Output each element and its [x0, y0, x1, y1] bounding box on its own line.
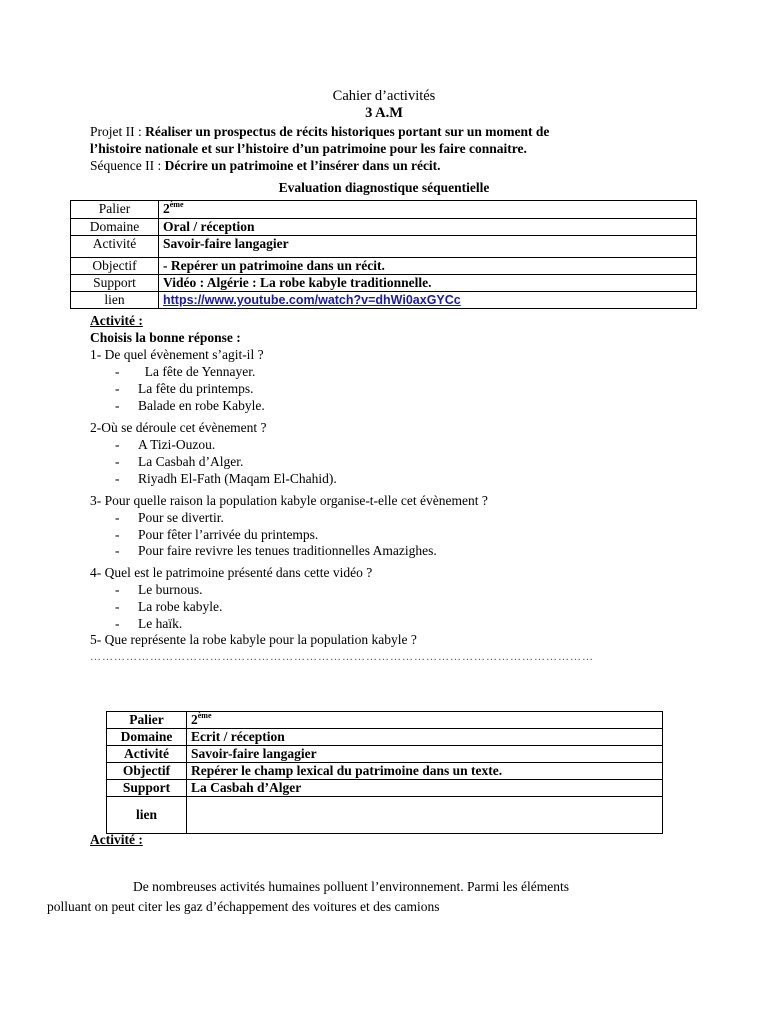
table-value: Oral / réception — [159, 219, 697, 236]
activity-instruction: Choisis la bonne réponse : — [90, 330, 241, 345]
table-key: Support — [107, 780, 187, 797]
option-text: La fête de Yennayer. — [144, 364, 256, 379]
table-key: Support — [71, 275, 159, 292]
activity-2-paragraph — [47, 877, 650, 917]
table-row — [71, 258, 697, 275]
table-key: lien — [71, 292, 159, 309]
option-text: Balade en robe Kabyle. — [138, 398, 265, 413]
list-item: - La fête du printemps. — [115, 381, 254, 396]
table-value: - Repérer un patrimoine dans un récit. — [159, 258, 697, 275]
sequence-label: Séquence II : — [90, 158, 162, 173]
table-value: Savoir-faire langagier — [187, 746, 663, 763]
table-value — [159, 292, 697, 309]
option-text: Le haïk. — [138, 616, 183, 631]
list-item: - Riyadh El-Fath (Maqam El-Chahid). — [115, 471, 337, 486]
option-text: A Tizi-Ouzou. — [138, 437, 216, 452]
table-value — [159, 201, 697, 219]
table-row — [107, 729, 663, 746]
question-2: 2-Où se déroule cet évènement ? — [90, 420, 267, 435]
table-key: Domaine — [107, 729, 187, 746]
table-value: Vidéo : Algérie : La robe kabyle traditionnelle. — [159, 275, 697, 292]
info-table-oral — [70, 200, 697, 309]
list-item: - Pour fêter l’arrivée du printemps. — [115, 527, 319, 542]
evaluation-title: Evaluation diagnostique séquentielle — [278, 180, 490, 195]
document-title: Cahier d’activités — [332, 88, 436, 104]
table-row — [71, 275, 697, 292]
table-row — [71, 236, 697, 258]
option-text: La robe kabyle. — [138, 599, 223, 614]
table-key: Activité — [71, 236, 159, 258]
paragraph-line-2: polluant on peut citer les gaz d’échappement des voitures et des camions — [47, 899, 440, 914]
table-key: Activité — [107, 746, 187, 763]
table-value: Repérer le champ lexical du patrimoine dans un texte. — [187, 763, 663, 780]
list-item: - Le haïk. — [115, 616, 183, 631]
option-text: Pour se divertir. — [138, 510, 224, 525]
table-key: Objectif — [107, 763, 187, 780]
table-key: Domaine — [71, 219, 159, 236]
table-value — [187, 712, 663, 729]
list-item: - La Casbah d’Alger. — [115, 454, 244, 469]
table-value: La Casbah d’Alger — [187, 780, 663, 797]
list-item: - La robe kabyle. — [115, 599, 223, 614]
list-item: - La fête de Yennayer. — [115, 364, 256, 379]
question-4: 4- Quel est le patrimoine présenté dans cette vidéo ? — [90, 565, 373, 580]
table-key: Palier — [71, 201, 159, 219]
sequence-line — [90, 158, 441, 174]
table-row — [107, 746, 663, 763]
list-item: - A Tizi-Ouzou. — [115, 437, 216, 452]
table-row — [107, 763, 663, 780]
palier-number: 2 — [191, 712, 198, 727]
option-text: Le burnous. — [138, 582, 203, 597]
list-item: - Balade en robe Kabyle. — [115, 398, 265, 413]
table-key: Objectif — [71, 258, 159, 275]
table-row — [107, 712, 663, 729]
table-row — [71, 201, 697, 219]
table-value — [187, 797, 663, 834]
list-item: - Pour se divertir. — [115, 510, 224, 525]
projet-text-2: l’histoire nationale et sur l’histoire d’un patrimoine pour les faire connaitre. — [90, 141, 527, 156]
info-table-ecrit — [106, 711, 663, 834]
table-key: Palier — [107, 712, 187, 729]
answer-dotted-line: ……………………………………………………………………………………………………………… — [90, 653, 594, 661]
table-value: Savoir-faire langagier — [159, 236, 697, 258]
option-text: Pour fêter l’arrivée du printemps. — [138, 527, 319, 542]
table-row — [71, 292, 697, 309]
activity-label: Activité : — [90, 313, 143, 328]
paragraph-line-1: De nombreuses activités humaines polluent l’environnement. Parmi les éléments — [133, 879, 570, 894]
list-item: - Pour faire revivre les tenues traditionnelles Amazighes. — [115, 543, 437, 558]
projet-line-1 — [90, 124, 549, 140]
activity-2-label: Activité : — [90, 832, 143, 847]
table-row — [107, 780, 663, 797]
palier-sup: ème — [197, 711, 212, 720]
table-value: Ecrit / réception — [187, 729, 663, 746]
option-text: La Casbah d’Alger. — [138, 454, 244, 469]
palier-sup: ème — [169, 200, 184, 209]
youtube-link[interactable]: https://www.youtube.com/watch?v=dhWi0axGYCc — [163, 293, 461, 307]
projet-label: Projet II : — [90, 124, 142, 139]
question-1: 1- De quel évènement s’agit-il ? — [90, 347, 264, 362]
table-row — [71, 219, 697, 236]
palier-number: 2 — [163, 201, 170, 216]
question-5: 5- Que représente la robe kabyle pour la population kabyle ? — [90, 632, 417, 647]
option-text: La fête du printemps. — [138, 381, 254, 396]
sequence-text: Décrire un patrimoine et l’insérer dans un récit. — [164, 158, 441, 173]
option-text: Pour faire revivre les tenues traditionnelles Amazighes. — [138, 543, 437, 558]
table-key: lien — [107, 797, 187, 834]
projet-text-1: Réaliser un prospectus de récits historiques portant sur un moment de — [145, 124, 550, 139]
option-text: Riyadh El-Fath (Maqam El-Chahid). — [138, 471, 337, 486]
list-item: - Le burnous. — [115, 582, 203, 597]
class-level: 3 A.M — [365, 105, 403, 121]
question-3: 3- Pour quelle raison la population kabyle organise-t-elle cet évènement ? — [90, 493, 488, 508]
table-row — [107, 797, 663, 834]
